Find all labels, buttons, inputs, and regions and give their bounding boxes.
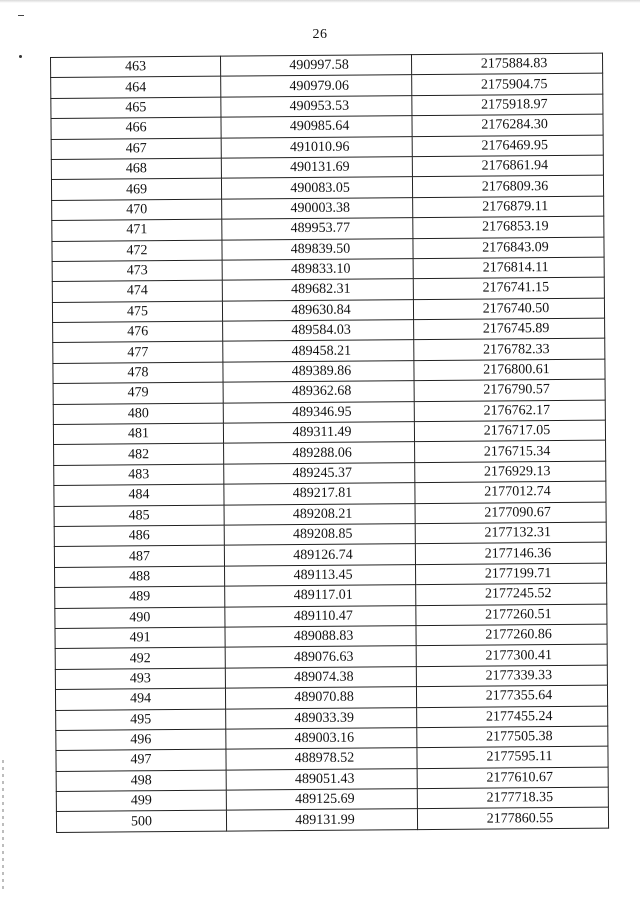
point-number-cell: 475 (52, 301, 222, 323)
point-number-cell: 488 (55, 566, 225, 588)
y-coordinate-cell: 2176843.09 (413, 237, 604, 259)
y-coordinate-cell: 2177260.51 (416, 604, 607, 626)
coordinates-table (50, 53, 609, 833)
point-number-cell: 481 (53, 423, 223, 445)
y-coordinate-cell: 2176717.05 (414, 420, 605, 442)
y-coordinate-cell: 2176809.36 (412, 176, 603, 198)
x-coordinate-cell: 489346.95 (223, 401, 414, 423)
y-coordinate-cell: 2177260.86 (416, 624, 607, 646)
x-coordinate-cell: 489311.49 (223, 422, 414, 444)
point-number-cell: 474 (52, 280, 222, 302)
y-coordinate-cell: 2177090.67 (415, 502, 606, 524)
point-number-cell: 500 (56, 811, 226, 833)
y-coordinate-cell: 2176741.15 (413, 277, 604, 299)
y-coordinate-cell: 2177595.11 (417, 746, 608, 768)
y-coordinate-cell: 2176853.19 (413, 216, 604, 238)
point-number-cell: 476 (53, 321, 223, 343)
margin-dot-mark (19, 55, 22, 58)
y-coordinate-cell: 2177505.38 (417, 726, 608, 748)
x-coordinate-cell: 488978.52 (226, 748, 417, 770)
y-coordinate-cell: 2176740.50 (413, 298, 604, 320)
y-coordinate-cell: 2175904.75 (412, 74, 603, 96)
point-number-cell: 463 (51, 56, 221, 78)
x-coordinate-cell: 490997.58 (220, 55, 411, 77)
y-coordinate-cell: 2176782.33 (414, 339, 605, 361)
y-coordinate-cell: 2176715.34 (415, 441, 606, 463)
x-coordinate-cell: 489217.81 (224, 483, 415, 505)
scan-edge-top (0, 0, 640, 3)
y-coordinate-cell: 2177355.64 (416, 685, 607, 707)
x-coordinate-cell: 489584.03 (223, 320, 414, 342)
y-coordinate-cell: 2177132.31 (415, 522, 606, 544)
point-number-cell: 484 (54, 484, 224, 506)
point-number-cell: 489 (55, 586, 225, 608)
x-coordinate-cell: 490083.05 (221, 177, 412, 199)
point-number-cell: 483 (54, 464, 224, 486)
y-coordinate-cell: 2177199.71 (415, 563, 606, 585)
point-number-cell: 487 (54, 546, 224, 568)
y-coordinate-cell: 2177860.55 (417, 808, 608, 830)
y-coordinate-cell: 2177455.24 (417, 706, 608, 728)
point-number-cell: 480 (53, 403, 223, 425)
y-coordinate-cell: 2177146.36 (415, 543, 606, 565)
point-number-cell: 466 (51, 117, 221, 139)
y-coordinate-cell: 2177245.52 (416, 583, 607, 605)
x-coordinate-cell: 489117.01 (225, 585, 416, 607)
x-coordinate-cell: 489208.21 (224, 503, 415, 525)
x-coordinate-cell: 489125.69 (226, 789, 417, 811)
x-coordinate-cell: 489003.16 (226, 728, 417, 750)
y-coordinate-cell: 2176814.11 (413, 257, 604, 279)
x-coordinate-cell: 490003.38 (222, 197, 413, 219)
x-coordinate-cell: 489458.21 (223, 340, 414, 362)
y-coordinate-cell: 2176762.17 (414, 400, 605, 422)
point-number-cell: 492 (55, 647, 225, 669)
point-number-cell: 490 (55, 607, 225, 629)
point-number-cell: 473 (52, 260, 222, 282)
page-number: 26 (312, 27, 328, 42)
y-coordinate-cell: 2177610.67 (417, 767, 608, 789)
point-number-cell: 478 (53, 362, 223, 384)
point-number-cell: 494 (55, 688, 225, 710)
point-number-cell: 467 (51, 138, 221, 160)
point-number-cell: 485 (54, 505, 224, 527)
coordinates-table-body (51, 53, 609, 832)
point-number-cell: 499 (56, 790, 226, 812)
x-coordinate-cell: 489208.85 (224, 524, 415, 546)
x-coordinate-cell: 489288.06 (224, 442, 415, 464)
x-coordinate-cell: 489126.74 (224, 544, 415, 566)
point-number-cell: 498 (56, 770, 226, 792)
y-coordinate-cell: 2177012.74 (415, 481, 606, 503)
point-number-cell: 493 (55, 668, 225, 690)
x-coordinate-cell: 489389.86 (223, 361, 414, 383)
x-coordinate-cell: 490953.53 (221, 95, 412, 117)
point-number-cell: 491 (55, 627, 225, 649)
y-coordinate-cell: 2175918.97 (412, 94, 603, 116)
y-coordinate-cell: 2176929.13 (415, 461, 606, 483)
y-coordinate-cell: 2177339.33 (416, 665, 607, 687)
point-number-cell: 464 (51, 77, 221, 99)
x-coordinate-cell: 489245.37 (224, 462, 415, 484)
point-number-cell: 482 (54, 444, 224, 466)
x-coordinate-cell: 489076.63 (225, 646, 416, 668)
coordinates-table-wrapper (50, 53, 608, 833)
x-coordinate-cell: 489051.43 (226, 768, 417, 790)
point-number-cell: 477 (53, 342, 223, 364)
point-number-cell: 468 (51, 158, 221, 180)
y-coordinate-cell: 2176800.61 (414, 359, 605, 381)
x-coordinate-cell: 489362.68 (223, 381, 414, 403)
point-number-cell: 469 (51, 179, 221, 201)
x-coordinate-cell: 489070.88 (225, 687, 416, 709)
y-coordinate-cell: 2176745.89 (414, 318, 605, 340)
point-number-cell: 472 (52, 240, 222, 262)
x-coordinate-cell: 489033.39 (226, 707, 417, 729)
y-coordinate-cell: 2176469.95 (412, 135, 603, 157)
x-coordinate-cell: 490979.06 (221, 75, 412, 97)
y-coordinate-cell: 2177718.35 (417, 787, 608, 809)
x-coordinate-cell: 489682.31 (222, 279, 413, 301)
y-coordinate-cell: 2177300.41 (416, 644, 607, 666)
x-coordinate-cell: 489074.38 (225, 666, 416, 688)
y-coordinate-cell: 2176284.30 (412, 114, 603, 136)
y-coordinate-cell: 2176790.57 (414, 379, 605, 401)
point-number-cell: 496 (56, 729, 226, 751)
x-coordinate-cell: 489839.50 (222, 238, 413, 260)
y-coordinate-cell: 2176879.11 (413, 196, 604, 218)
point-number-cell: 471 (52, 219, 222, 241)
x-coordinate-cell: 489833.10 (222, 259, 413, 281)
x-coordinate-cell: 491010.96 (221, 136, 412, 158)
x-coordinate-cell: 489953.77 (222, 218, 413, 240)
y-coordinate-cell: 2176861.94 (412, 155, 603, 177)
x-coordinate-cell: 489630.84 (222, 299, 413, 321)
x-coordinate-cell: 490985.64 (221, 116, 412, 138)
table-row (56, 808, 608, 833)
x-coordinate-cell: 489113.45 (225, 564, 416, 586)
x-coordinate-cell: 489088.83 (225, 626, 416, 648)
margin-dash-mark (18, 15, 24, 16)
point-number-cell: 479 (53, 382, 223, 404)
scan-edge-left (2, 760, 4, 890)
x-coordinate-cell: 489131.99 (226, 809, 417, 831)
y-coordinate-cell: 2175884.83 (411, 53, 602, 75)
point-number-cell: 465 (51, 97, 221, 119)
x-coordinate-cell: 490131.69 (221, 157, 412, 179)
point-number-cell: 486 (54, 525, 224, 547)
point-number-cell: 470 (52, 199, 222, 221)
x-coordinate-cell: 489110.47 (225, 605, 416, 627)
point-number-cell: 495 (56, 709, 226, 731)
point-number-cell: 497 (56, 749, 226, 771)
